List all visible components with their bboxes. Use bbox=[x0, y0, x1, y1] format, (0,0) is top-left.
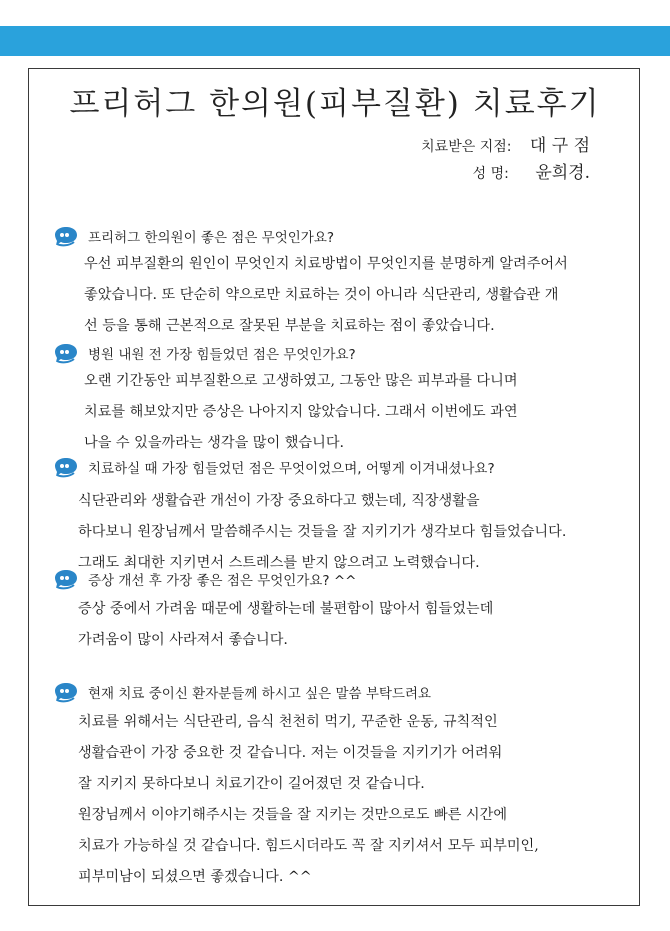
answer-line: 식단관리와 생활습관 개선이 가장 중요하다고 했는데, 직장생활을 bbox=[78, 493, 480, 509]
answer-line: 오랜 기간동안 피부질환으로 고생하였고, 그동안 많은 피부과를 다니며 bbox=[84, 373, 518, 389]
question-text: 병원 내원 전 가장 힘들었던 점은 무엇인가요? bbox=[88, 347, 356, 363]
question-text: 증상 개선 후 가장 좋은 점은 무엇인가요? ^^ bbox=[88, 573, 357, 589]
branch-row bbox=[421, 131, 590, 156]
answer-line: 잘 지키지 못하다보니 치료기간이 길어졌던 것 같습니다. bbox=[78, 776, 425, 792]
answer-line: 치료를 해보았지만 증상은 나아지지 않았습니다. 그래서 이번에도 과연 bbox=[84, 404, 518, 420]
top-color-bar bbox=[0, 26, 670, 56]
answer-5 bbox=[78, 707, 623, 893]
branch-label: 치료받은 지점: bbox=[421, 139, 512, 155]
name-label: 성 명: bbox=[472, 166, 509, 182]
answer-line: 선 등을 통해 근본적으로 잘못된 부분을 치료하는 점이 좋았습니다. bbox=[84, 318, 495, 334]
speech-bubble-icon bbox=[52, 455, 80, 479]
answer-line: 우선 피부질환의 원인이 무엇인지 치료방법이 무엇인지를 분명하게 알려주어서 bbox=[84, 256, 568, 272]
answer-line: 생활습관이 가장 중요한 것 같습니다. 저는 이것들을 지키기가 어려워 bbox=[78, 745, 503, 761]
speech-bubble-icon bbox=[52, 680, 80, 704]
answer-line: 피부미남이 되셨으면 좋겠습니다. ^^ bbox=[78, 869, 312, 885]
question-5 bbox=[52, 680, 431, 704]
question-2 bbox=[52, 341, 356, 365]
name-row bbox=[473, 158, 590, 183]
speech-bubble-icon bbox=[52, 341, 80, 365]
answer-2 bbox=[84, 366, 629, 459]
question-text: 치료하실 때 가장 힘들었던 점은 무엇이었으며, 어떻게 이겨내셨나요? bbox=[88, 461, 495, 477]
page-title: 프리허그 한의원(피부질환) 치료후기 bbox=[69, 86, 601, 122]
question-text: 프리허그 한의원이 좋은 점은 무엇인가요? bbox=[88, 230, 335, 246]
answer-line: 치료를 위해서는 식단관리, 음식 천천히 먹기, 꾸준한 운동, 규칙적인 bbox=[78, 714, 498, 730]
answer-line: 원장님께서 이야기해주시는 것들을 잘 지키는 것만으로도 빠른 시간에 bbox=[78, 807, 508, 823]
answer-line: 하다보니 원장님께서 말씀해주시는 것들을 잘 지키기가 생각보다 힘들었습니다. bbox=[78, 524, 567, 540]
name-value: 윤희경. bbox=[535, 163, 590, 183]
answer-line: 좋았습니다. 또 단순히 약으로만 치료하는 것이 아니라 식단관리, 생활습관 개 bbox=[84, 287, 559, 303]
answer-line: 나을 수 있을까라는 생각을 많이 했습니다. bbox=[84, 435, 345, 451]
question-text: 현재 치료 중이신 환자분들께 하시고 싶은 말씀 부탁드려요 bbox=[88, 686, 432, 702]
speech-bubble-icon bbox=[52, 567, 80, 591]
question-3 bbox=[52, 455, 495, 479]
question-4 bbox=[52, 567, 356, 591]
answer-line: 치료가 가능하실 것 같습니다. 힘드시더라도 꼭 잘 지키셔서 모두 피부미인, bbox=[78, 838, 539, 854]
branch-value: 대 구 점 bbox=[529, 136, 590, 156]
answer-3 bbox=[78, 486, 623, 579]
answer-line: 증상 중에서 가려움 때문에 생활하는데 불편함이 많아서 힘들었는데 bbox=[78, 601, 494, 617]
answer-1 bbox=[84, 249, 629, 342]
answer-line: 가려움이 많이 사라져서 좋습니다. bbox=[78, 632, 288, 648]
question-1 bbox=[52, 224, 334, 248]
speech-bubble-icon bbox=[52, 224, 80, 248]
answer-4 bbox=[78, 594, 623, 656]
answer-line: 그래도 최대한 지키면서 스트레스를 받지 않으려고 노력했습니다. bbox=[78, 555, 480, 571]
